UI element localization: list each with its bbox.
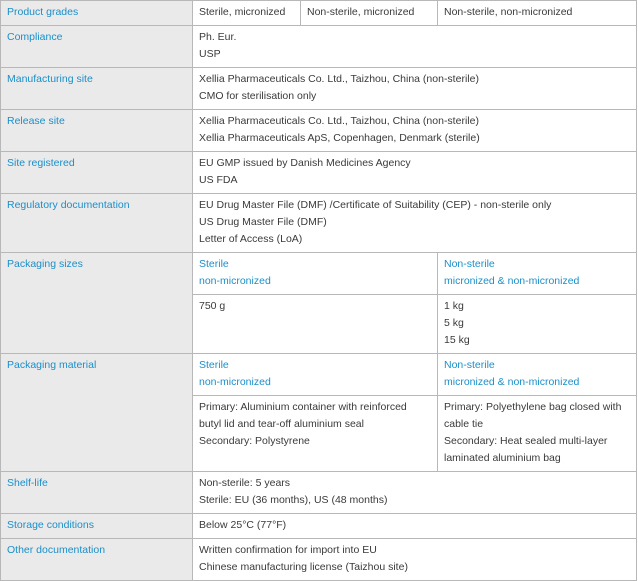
value-line: Below 25°C (77°F) xyxy=(199,519,287,531)
value-regulatory-documentation xyxy=(193,194,637,253)
label-shelf-life: Shelf-life xyxy=(1,472,193,514)
value-line: Xellia Pharmaceuticals Co. Ltd., Taizhou, China (non-sterile) xyxy=(199,115,479,127)
packaging-material-nonsterile-head xyxy=(438,354,637,396)
value-line: Primary: Aluminium container with reinforced xyxy=(199,401,407,413)
value-line: Secondary: Polystyrene xyxy=(199,435,310,447)
value-line: Written confirmation for import into EU xyxy=(199,544,377,556)
value-line: Sterile: EU (36 months), US (48 months) xyxy=(199,494,388,506)
value-compliance xyxy=(193,26,637,68)
packaging-sizes-nonsterile-values xyxy=(438,295,637,354)
head-line: non-micronized xyxy=(199,275,271,287)
value-line: butyl lid and tear-off aluminium seal xyxy=(199,418,364,430)
grade-sterile-micronized: Sterile, micronized xyxy=(193,1,301,26)
value-line: EU Drug Master File (DMF) /Certificate of Suitability (CEP) - non-sterile only xyxy=(199,199,552,211)
label-compliance: Compliance xyxy=(1,26,193,68)
value-line: Letter of Access (LoA) xyxy=(199,233,303,245)
value-line: Xellia Pharmaceuticals Co. Ltd., Taizhou, China (non-sterile) xyxy=(199,73,479,85)
row-shelf-life xyxy=(1,472,637,514)
grade-nonsterile-micronized: Non-sterile, micronized xyxy=(301,1,438,26)
value-line: 1 kg xyxy=(444,300,464,312)
head-line: non-micronized xyxy=(199,376,271,388)
label-packaging-material: Packaging material xyxy=(1,354,193,472)
value-line: Secondary: Heat sealed multi-layer xyxy=(444,435,608,447)
value-line: Xellia Pharmaceuticals ApS, Copenhagen, Denmark (sterile) xyxy=(199,132,480,144)
row-packaging-sizes-head xyxy=(1,253,637,295)
value-line: USP xyxy=(199,48,221,60)
row-manufacturing-site xyxy=(1,68,637,110)
head-line: Non-sterile xyxy=(444,359,495,371)
value-line: laminated aluminium bag xyxy=(444,452,561,464)
value-line: US FDA xyxy=(199,174,238,186)
label-product-grades: Product grades xyxy=(1,1,193,26)
value-line: 15 kg xyxy=(444,334,470,346)
value-line: Non-sterile: 5 years xyxy=(199,477,291,489)
label-release-site: Release site xyxy=(1,110,193,152)
packaging-material-nonsterile-values xyxy=(438,396,637,472)
label-storage-conditions: Storage conditions xyxy=(1,514,193,539)
row-compliance xyxy=(1,26,637,68)
packaging-material-sterile-head xyxy=(193,354,438,396)
row-regulatory-documentation xyxy=(1,194,637,253)
row-product-grades xyxy=(1,1,637,26)
head-line: Sterile xyxy=(199,359,229,371)
value-line: 5 kg xyxy=(444,317,464,329)
value-line: 750 g xyxy=(199,300,226,312)
label-manufacturing-site: Manufacturing site xyxy=(1,68,193,110)
packaging-sizes-nonsterile-head xyxy=(438,253,637,295)
value-line: CMO for sterilisation only xyxy=(199,90,317,102)
value-release-site xyxy=(193,110,637,152)
label-packaging-sizes: Packaging sizes xyxy=(1,253,193,354)
row-site-registered xyxy=(1,152,637,194)
label-site-registered: Site registered xyxy=(1,152,193,194)
value-manufacturing-site xyxy=(193,68,637,110)
value-line: Ph. Eur. xyxy=(199,31,237,43)
value-shelf-life xyxy=(193,472,637,514)
label-other-documentation: Other documentation xyxy=(1,539,193,581)
value-line: US Drug Master File (DMF) xyxy=(199,216,327,228)
value-line: cable tie xyxy=(444,418,484,430)
head-line: micronized & non-micronized xyxy=(444,275,580,287)
grade-nonsterile-nonmicronized: Non-sterile, non-micronized xyxy=(438,1,637,26)
row-packaging-material-head xyxy=(1,354,637,396)
value-line: Chinese manufacturing license (Taizhou site) xyxy=(199,561,408,573)
packaging-sizes-sterile-head xyxy=(193,253,438,295)
head-line: Sterile xyxy=(199,258,229,270)
label-regulatory-documentation: Regulatory documentation xyxy=(1,194,193,253)
value-other-documentation xyxy=(193,539,637,581)
value-line: Primary: Polyethylene bag closed with xyxy=(444,401,622,413)
row-other-documentation xyxy=(1,539,637,581)
row-storage-conditions xyxy=(1,514,637,539)
head-line: Non-sterile xyxy=(444,258,495,270)
value-site-registered xyxy=(193,152,637,194)
packaging-sizes-sterile-values xyxy=(193,295,438,354)
row-release-site xyxy=(1,110,637,152)
value-line: EU GMP issued by Danish Medicines Agency xyxy=(199,157,411,169)
value-storage-conditions xyxy=(193,514,637,539)
head-line: micronized & non-micronized xyxy=(444,376,580,388)
packaging-material-sterile-values xyxy=(193,396,438,472)
